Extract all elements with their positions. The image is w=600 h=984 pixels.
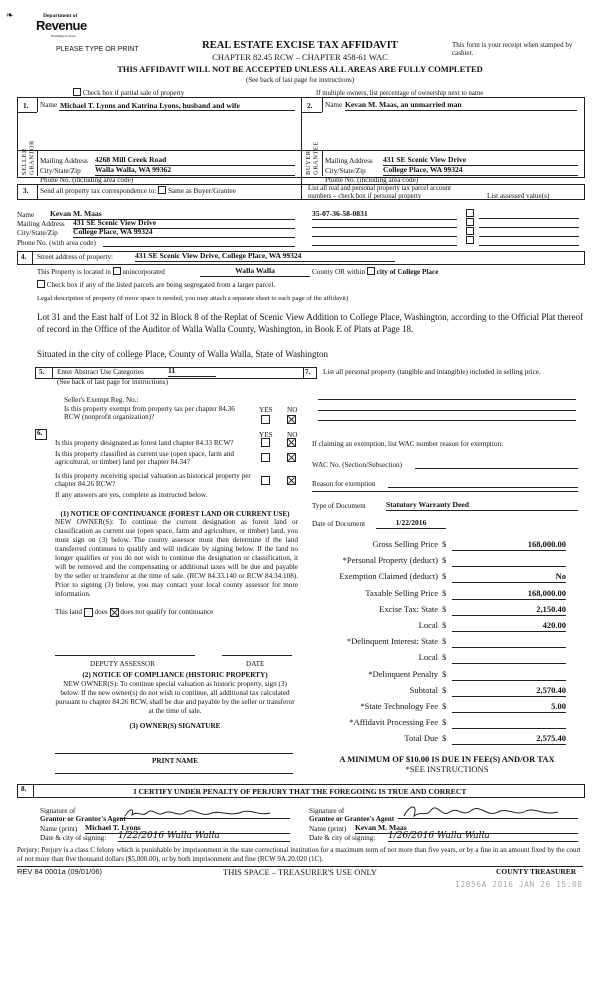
section-3-number: 3.: [23, 187, 29, 195]
assessed-value-1[interactable]: [479, 210, 579, 219]
segregated-label: Check box if any of the listed parcels are being segregated from a larger parcel.: [46, 281, 276, 289]
parcel-personal-checkbox-1[interactable]: [466, 210, 474, 218]
buyer-name-label: Name: [325, 101, 343, 109]
seller-mailing-label: Mailing Address: [40, 157, 88, 165]
financial-value[interactable]: [452, 556, 566, 567]
financial-label: *Affidavit Processing Fee: [349, 717, 438, 728]
financial-row: [312, 589, 572, 603]
cashier-stamp: 12856A 2016 JAN 26 15:08: [455, 880, 583, 889]
grantee-date-city[interactable]: 1/26/2016 Walla Walla: [388, 831, 578, 842]
financial-row: [312, 734, 572, 748]
grantee-name[interactable]: Kevan M. Maas: [355, 824, 578, 834]
historical-no-checkbox[interactable]: [287, 476, 296, 485]
does-qualify-checkbox[interactable]: [84, 608, 93, 617]
section-6-yes-label: YES: [259, 431, 273, 439]
county-or-within: [312, 268, 438, 276]
dollar-sign: $: [442, 539, 447, 549]
partial-sale-checkbox[interactable]: [73, 88, 81, 96]
form-revision: REV 84 0001a (09/01/06): [17, 867, 103, 876]
logo-department: Department of: [43, 13, 78, 19]
financial-value[interactable]: 168,000.00: [452, 540, 566, 551]
grantor-name[interactable]: Michael T. Lyons: [85, 824, 290, 834]
document-type[interactable]: Statutory Warranty Deed: [386, 501, 578, 511]
grantee-signature[interactable]: [398, 804, 578, 819]
reason-exemption-input[interactable]: [388, 479, 578, 488]
certify-statement: I CERTIFY UNDER PENALTY OF PERJURY THAT THE FOREGOING IS TRUE AND CORRECT: [133, 787, 467, 796]
segregated-parcel: [37, 281, 275, 289]
financial-value[interactable]: [452, 670, 566, 681]
notice-1-body: NEW OWNER(S): To continue the current designation as forest land or classification as current use (open space, farm and agriculture, or timber) land, you must sign on (3) below. The county assessor must then determine if the land transferred continues to qualify and will indicate by signing below. If the land no longer qualifies or you do not wish to continue the designation or classification, it will be removed and the compensating or additional taxes will be due and payable by the seller or transferor at the time of sale. (RCW 84.33.140 or RCW 84.34.108). Prior to signing (3) below, you may contact your local county assessor for more information.: [55, 518, 298, 598]
correspondence-name-label: Name: [17, 211, 35, 219]
buyer-city-label: City/State/Zip: [325, 167, 366, 175]
partial-sale-label: Check box if partial sale of property: [82, 89, 185, 97]
financial-value[interactable]: 2,150.40: [452, 605, 566, 616]
parcel-personal-checkbox-3[interactable]: [466, 228, 474, 236]
section-8-number: 8.: [21, 785, 27, 793]
correspondence-name[interactable]: Kevan M. Maas: [50, 210, 295, 220]
grantee-sig-label: [309, 807, 394, 823]
logo-state: Washington State: [51, 34, 76, 38]
financial-value[interactable]: [452, 653, 566, 664]
seller-city-label: City/State/Zip: [40, 167, 81, 175]
section-5-no-label: NO: [287, 406, 298, 414]
financial-row: [312, 702, 572, 716]
segregated-checkbox[interactable]: [37, 280, 45, 288]
correspondence-phone[interactable]: [103, 238, 295, 247]
parcel-number-1[interactable]: 35-07-36-58-0831: [312, 210, 457, 220]
same-as-buyer-label: Same as Buyer/Grantee: [167, 187, 236, 195]
financial-label: Taxable Selling Price: [365, 587, 438, 598]
treasurer-space: THIS SPACE – TREASURER'S USE ONLY: [223, 867, 377, 877]
nonprofit-yes-checkbox[interactable]: [261, 415, 270, 424]
section-4-number: 4.: [21, 253, 27, 261]
financial-value[interactable]: 2,575.40: [452, 734, 566, 745]
financial-value[interactable]: No: [452, 572, 566, 583]
dollar-sign: $: [442, 701, 447, 711]
continuance: [55, 608, 213, 617]
form-chapter: CHAPTER 82.45 RCW – CHAPTER 458-61 WAC: [212, 52, 388, 62]
financial-row: [312, 605, 572, 619]
seller-name-label: Name: [40, 101, 58, 109]
financial-label: *State Technology Fee: [360, 701, 438, 711]
same-as-buyer-checkbox[interactable]: [158, 186, 166, 194]
parcel-number-4[interactable]: [312, 237, 457, 246]
if-yes-note: If any answers are yes, complete as instructed below.: [55, 491, 208, 499]
financial-label: Local: [418, 652, 438, 663]
instructions-note: (See back of last page for instructions): [245, 76, 355, 84]
seller-name-underline: [59, 110, 295, 111]
financial-row: [312, 572, 572, 586]
section-7-number: 7.: [305, 368, 311, 376]
dollar-sign: $: [442, 717, 447, 728]
historical-yes-checkbox[interactable]: [261, 476, 270, 485]
correspondence-mailing-label: Mailing Address: [17, 220, 65, 228]
exemption-wac-label: If claiming an exemption, list WAC number reason for exemption:: [312, 440, 504, 448]
grantee-signature-mark: [398, 804, 578, 820]
grantor-date-city[interactable]: 1/22/2016 Walla Walla: [118, 831, 290, 842]
financial-row: [312, 653, 572, 667]
seller-city[interactable]: Walla Walla, WA 99362: [95, 166, 295, 176]
section-6-number: 6.: [37, 429, 43, 437]
grantor-date-label: Date & city of signing:: [40, 834, 107, 842]
county-name[interactable]: Walla Walla: [200, 267, 310, 277]
city-checkbox[interactable]: [367, 267, 375, 275]
buyer-city[interactable]: College Place, WA 99324: [383, 166, 578, 176]
seller-grantor-side-label: SELLER GRANTOR: [21, 140, 36, 175]
forest-no-checkbox[interactable]: [287, 438, 296, 447]
section-5-yes-label: YES: [259, 406, 273, 414]
financial-label: Gross Selling Price: [372, 539, 438, 549]
grantor-name-label: Name (print): [40, 825, 78, 833]
wac-number-input[interactable]: [415, 460, 578, 469]
financial-value[interactable]: 420.00: [452, 621, 566, 632]
financial-label: Subtotal: [409, 684, 438, 695]
perjury-notice: Perjury: Perjury is a class C felony which is punishable by imprisonment in the state correctional institution for a maximum term of not more than five years, or by a fine in an amount fixed by the court of not more than five thousand dollars ($5,000.00), or by both imprisonment and fine (RCW 9A.20.020 (1C).: [17, 846, 581, 863]
owner-signature-label: (3) OWNER(S) SIGNATURE: [129, 722, 221, 730]
seller-phone-label: Phone No. (including area code): [40, 176, 134, 184]
street-address-label: Street address of property:: [37, 253, 114, 261]
assessed-value-2[interactable]: [479, 219, 579, 228]
historical-question: Is this property receiving special valuation as historical property per chapter 84.26 RCW?: [55, 472, 251, 489]
financial-label: Local: [418, 620, 438, 630]
correspondence-phone-label: Phone No. (with area code): [17, 239, 96, 247]
dollar-sign: $: [442, 636, 447, 647]
dollar-sign: $: [442, 620, 447, 630]
date-label: DATE: [246, 660, 265, 668]
abstract-use-label: Enter Abstract Use Categories: [57, 368, 144, 376]
send-correspondence-label: Send all property tax correspondence to:: [40, 187, 157, 195]
current-use-question: Is this property classified as current use (open space, farm and agricultural, or timber) land per chapter 84.34?: [55, 450, 235, 467]
does-not-label: does not qualify for continuance: [120, 608, 214, 617]
financial-label: Exemption Claimed (deduct): [339, 571, 438, 582]
multiple-owners-note: If multiple owners, list percentage of ownership next to name: [316, 90, 484, 97]
please-type: PLEASE TYPE OR PRINT: [56, 46, 139, 53]
dollar-sign: $: [442, 733, 447, 744]
grantee-sig-label-1: Signature of: [309, 807, 345, 815]
dollar-sign: $: [442, 652, 447, 663]
assessed-value-label: List assessed value(s): [487, 192, 550, 200]
financial-row: [312, 556, 572, 570]
section-2-number: 2.: [307, 102, 313, 110]
parcel-personal-checkbox-4[interactable]: [466, 237, 474, 245]
dollar-sign: $: [442, 571, 447, 582]
forest-land-question: Is this property designated as forest land chapter 84.33 RCW?: [55, 439, 234, 447]
financial-row: [312, 637, 572, 651]
section-5-see-back: (See back of last page for instructions): [57, 378, 168, 386]
parcel-personal-checkbox-2[interactable]: [466, 219, 474, 227]
financial-label: Total Due: [404, 733, 438, 744]
deputy-assessor-label: DEPUTY ASSESSOR: [90, 660, 156, 668]
section-1-number: 1.: [23, 102, 29, 110]
notice-1-title: (1) NOTICE OF CONTINUANCE (FOREST LAND OR CURRENT USE): [60, 510, 290, 518]
personal-property-label: List all personal property (tangible and intangible) included in selling price.: [323, 368, 541, 376]
grantor-sig-label-1: Signature of: [40, 807, 76, 815]
dollar-sign: $: [442, 555, 447, 566]
financial-value[interactable]: 168,000.00: [452, 589, 566, 600]
buyer-name[interactable]: Kevan M. Maas, an unmarried man: [345, 101, 577, 111]
financial-value[interactable]: [452, 637, 566, 648]
financial-label: Excise Tax: State: [379, 603, 438, 614]
print-name-label: PRINT NAME: [152, 757, 198, 765]
buyer-mailing-label: Mailing Address: [325, 157, 373, 165]
this-land-label: This land: [55, 608, 82, 617]
form-title: REAL ESTATE EXCISE TAX AFFIDAVIT: [202, 40, 398, 51]
buyer-grantee-side-label: BUYER GRANTEE: [305, 141, 320, 175]
financial-label: *Delinquent Interest: State: [346, 636, 438, 647]
section-6-no-label: NO: [287, 431, 298, 439]
logo-mark-icon: ❧: [6, 10, 14, 20]
sellers-exempt-reg: Seller's Exempt Reg. No.:: [64, 396, 139, 404]
buyer-phone-label: Phone No. (including area code): [325, 176, 419, 184]
send-correspondence: [40, 187, 236, 195]
dollar-sign: $: [442, 603, 447, 614]
county-treasurer: COUNTY TREASURER: [496, 867, 577, 876]
grantor-signature[interactable]: [120, 806, 290, 819]
located-prefix: This Property is located in: [37, 268, 111, 276]
parcel-number-2[interactable]: [312, 219, 457, 228]
notice-2-title: (2) NOTICE OF COMPLIANCE (HISTORIC PROPERTY): [82, 671, 268, 679]
financial-row: [312, 670, 572, 684]
correspondence-mailing[interactable]: 431 SE Scenic View Drive: [73, 219, 295, 229]
seller-mailing[interactable]: 4268 Mill Creek Road: [95, 156, 295, 166]
nonprofit-no-checkbox[interactable]: [287, 415, 296, 424]
financial-row: [312, 621, 572, 635]
seller-name[interactable]: Michael T. Lyons and Katrina Lyons, husband and wife: [60, 101, 240, 110]
financial-value[interactable]: [452, 718, 566, 729]
grantee-sig-label-2: Grantee or Grantee's Agent: [309, 815, 395, 823]
financial-row: [312, 686, 572, 700]
correspondence-city[interactable]: College Place, WA 99324: [73, 228, 295, 238]
property-location: [37, 268, 165, 276]
receipt-note: This form is your receipt when stamped by cashier.: [452, 41, 573, 58]
does-label: does: [94, 608, 108, 617]
forest-yes-checkbox[interactable]: [261, 438, 270, 447]
document-date-label: Date of Document: [312, 520, 366, 528]
unincorporated-checkbox[interactable]: [113, 267, 121, 275]
current-use-yes-checkbox[interactable]: [261, 453, 270, 462]
situated-in[interactable]: Situated in the city of college Place, County of Walla Walla, State of Washington: [37, 349, 329, 359]
logo: [6, 4, 96, 38]
unincorporated-label: unincorporated: [122, 268, 165, 276]
wac-number-label: WAC No. (Section/Subsection): [312, 461, 403, 469]
abstract-use-value[interactable]: 11: [168, 367, 216, 377]
assessed-value-3[interactable]: [479, 228, 579, 237]
financial-label: *Delinquent Penalty: [368, 668, 438, 679]
grantee-date-label: Date & city of signing:: [309, 834, 376, 842]
does-not-qualify-checkbox[interactable]: [110, 608, 119, 617]
street-address[interactable]: 431 SE Scenic View Drive, College Place, WA 99324: [135, 252, 395, 262]
dollar-sign: $: [442, 684, 447, 695]
grantee-name-label: Name (print): [309, 825, 347, 833]
legal-description-label: Legal description of property (if more space is needed, you may attach a separate sheet to each page of the affidavit): [37, 295, 349, 302]
nonprofit-exempt-question: Is this property exempt from property tax per chapter 84.36 RCW (nonprofit organization)?: [64, 405, 235, 422]
document-date[interactable]: 1/22/2016: [376, 519, 446, 529]
city-of-label: city of College Place: [376, 268, 439, 276]
notice-2-body: NEW OWNER(S): To continue special valuation as historic property, sign (3) below. If the new owner(s) do not wish to continue, all additional tax calculated pursuant to chapter 84.26 RCW, shall be due and payable by the seller or transferor at the time of sale.: [55, 680, 295, 715]
document-type-label: Type of Document: [312, 502, 366, 510]
section-5-number: 5.: [39, 368, 45, 376]
reason-exemption-label: Reason for exemption: [312, 480, 376, 488]
logo-revenue: Revenue: [36, 18, 87, 33]
dollar-sign: $: [442, 668, 447, 679]
assessed-value-4[interactable]: [479, 237, 579, 246]
current-use-no-checkbox[interactable]: [287, 453, 296, 462]
financial-value[interactable]: 2,570.40: [452, 686, 566, 697]
financial-label: *Personal Property (deduct): [342, 555, 438, 566]
grantor-sig-label-2: Grantor or Grantor's Agent: [40, 815, 126, 823]
county-or-label: County OR within: [312, 268, 366, 276]
grantor-sig-label: [40, 807, 126, 823]
buyer-mailing[interactable]: 431 SE Scenic View Drive: [383, 156, 578, 166]
correspondence-city-label: City/State/Zip: [17, 229, 58, 237]
dollar-sign: $: [442, 587, 447, 598]
financial-row: [312, 540, 572, 554]
parcel-number-3[interactable]: [312, 228, 457, 237]
minimum-fee-note: A MINIMUM OF $10.00 IS DUE IN FEE(S) AND/OR TAX: [339, 754, 555, 764]
see-instructions: *SEE INSTRUCTIONS: [405, 764, 489, 774]
form-warning: THIS AFFIDAVIT WILL NOT BE ACCEPTED UNLESS ALL AREAS ARE FULLY COMPLETED: [117, 64, 483, 74]
grantor-signature-mark: [120, 806, 290, 820]
parcel-list-label: List all real and personal property tax parcel account numbers – check box if personal property: [308, 185, 452, 200]
financial-row: [312, 718, 572, 732]
legal-description[interactable]: Lot 31 and the East half of Lot 32 in Block 8 of the Replat of Scenic View Addition to College Place, Washington, according to the Official Plat thereof of record in the Office of the Auditor of Walla Walla County, Washington, in Book E of Plats at Page 18.: [37, 312, 584, 334]
financial-value[interactable]: 5.00: [452, 702, 566, 713]
